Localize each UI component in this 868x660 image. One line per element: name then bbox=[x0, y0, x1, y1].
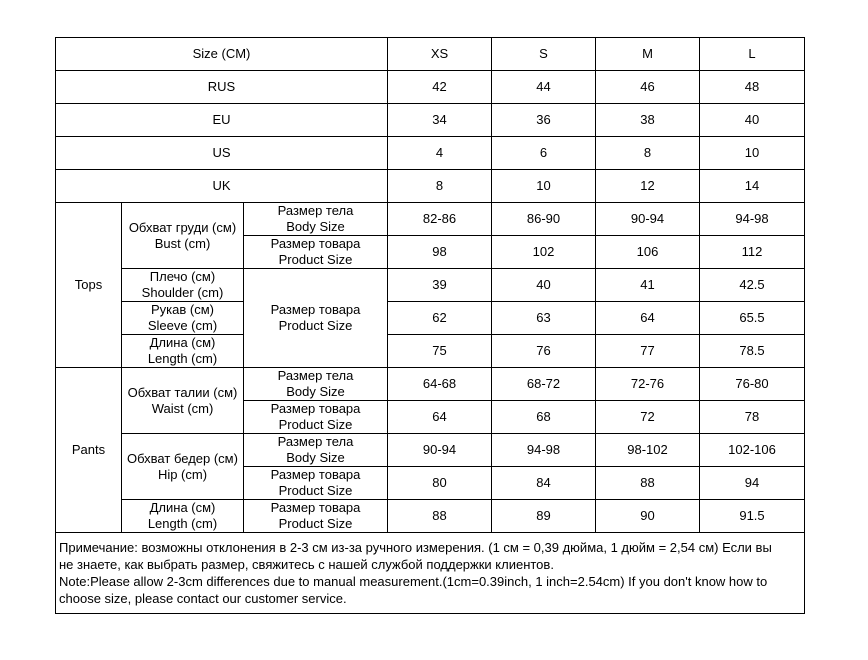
table-cell: 8 bbox=[596, 137, 700, 170]
table-cell: 90-94 bbox=[596, 203, 700, 236]
table-cell: 76-80 bbox=[700, 368, 805, 401]
pants-section-label: Pants bbox=[56, 368, 122, 533]
product-size-label-en: Product Size bbox=[278, 483, 353, 498]
sleeve-label-en: Sleeve (cm) bbox=[147, 318, 218, 333]
table-cell: 4 bbox=[388, 137, 492, 170]
table-cell: 75 bbox=[388, 335, 492, 368]
measurement-note bbox=[56, 533, 805, 614]
size-s-header: S bbox=[492, 38, 596, 71]
table-cell: 112 bbox=[700, 236, 805, 269]
product-size-label-ru: Размер товара bbox=[270, 302, 361, 317]
table-cell: 72-76 bbox=[596, 368, 700, 401]
conversion-label: EU bbox=[56, 104, 388, 137]
table-cell: 63 bbox=[492, 302, 596, 335]
bust-label-en: Bust (cm) bbox=[154, 235, 211, 251]
table-cell: 90-94 bbox=[388, 434, 492, 467]
note-en-line-1: Note:Please allow 2-3cm differences due to manual measurement.(1cm=0.39inch, 1 inch=2.54cm) If you don't know how to bbox=[59, 574, 768, 589]
table-cell: 42.5 bbox=[700, 269, 805, 302]
table-cell: 36 bbox=[492, 104, 596, 137]
tops-sleeve-row bbox=[56, 302, 805, 335]
product-size-label bbox=[244, 500, 388, 533]
header-row bbox=[56, 38, 805, 71]
conversion-row-uk bbox=[56, 170, 805, 203]
body-size-label-en: Body Size bbox=[286, 450, 345, 465]
note-ru-line-1: Примечание: возможны отклонения в 2-3 см из-за ручного измерения. (1 см = 0,39 дюйма, 1 дюйм = 2,54 см) Если вы bbox=[59, 540, 772, 555]
tops-length-label-en: Length (cm) bbox=[147, 351, 218, 366]
table-cell: 46 bbox=[596, 71, 700, 104]
table-cell: 34 bbox=[388, 104, 492, 137]
body-size-label bbox=[244, 434, 388, 467]
product-size-label-ru: Размер товара bbox=[270, 401, 361, 416]
product-size-label bbox=[244, 269, 388, 368]
conversion-row-rus bbox=[56, 71, 805, 104]
pants-length-label-ru: Длина (см) bbox=[149, 500, 216, 515]
shoulder-label bbox=[122, 269, 244, 302]
size-chart-table bbox=[55, 37, 805, 614]
tops-length-row bbox=[56, 335, 805, 368]
conversion-row-eu bbox=[56, 104, 805, 137]
tops-length-label bbox=[122, 335, 244, 368]
waist-label-ru: Обхват талии (см) bbox=[127, 384, 238, 400]
pants-waist-body-row bbox=[56, 368, 805, 401]
body-size-label-en: Body Size bbox=[286, 384, 345, 399]
table-cell: 64-68 bbox=[388, 368, 492, 401]
hip-label-ru: Обхват бедер (см) bbox=[127, 450, 238, 466]
pants-length-label-en: Length (cm) bbox=[147, 516, 218, 531]
tops-section-label: Tops bbox=[56, 203, 122, 368]
conversion-row-us bbox=[56, 137, 805, 170]
table-cell: 6 bbox=[492, 137, 596, 170]
table-cell: 98-102 bbox=[596, 434, 700, 467]
size-header-label: Size (CM) bbox=[56, 38, 388, 71]
table-cell: 86-90 bbox=[492, 203, 596, 236]
tops-shoulder-row bbox=[56, 269, 805, 302]
table-cell: 94-98 bbox=[700, 203, 805, 236]
size-l-header: L bbox=[700, 38, 805, 71]
product-size-label bbox=[244, 401, 388, 434]
table-cell: 94 bbox=[700, 467, 805, 500]
waist-label-en: Waist (cm) bbox=[151, 400, 214, 416]
product-size-label-ru: Размер товара bbox=[270, 236, 361, 251]
table-cell: 84 bbox=[492, 467, 596, 500]
product-size-label-ru: Размер товара bbox=[270, 467, 361, 482]
product-size-label bbox=[244, 236, 388, 269]
table-cell: 65.5 bbox=[700, 302, 805, 335]
table-cell: 82-86 bbox=[388, 203, 492, 236]
table-cell: 88 bbox=[596, 467, 700, 500]
table-cell: 68 bbox=[492, 401, 596, 434]
table-cell: 44 bbox=[492, 71, 596, 104]
conversion-label: RUS bbox=[56, 71, 388, 104]
table-cell: 12 bbox=[596, 170, 700, 203]
body-size-label-en: Body Size bbox=[286, 219, 345, 234]
table-cell: 62 bbox=[388, 302, 492, 335]
body-size-label bbox=[244, 368, 388, 401]
table-cell: 102 bbox=[492, 236, 596, 269]
hip-label-en: Hip (cm) bbox=[157, 466, 208, 482]
product-size-label bbox=[244, 467, 388, 500]
shoulder-label-ru: Плечо (см) bbox=[149, 269, 216, 284]
tops-bust-body-row bbox=[56, 203, 805, 236]
sleeve-label bbox=[122, 302, 244, 335]
table-cell: 10 bbox=[700, 137, 805, 170]
conversion-label: US bbox=[56, 137, 388, 170]
table-cell: 90 bbox=[596, 500, 700, 533]
product-size-label-en: Product Size bbox=[278, 252, 353, 267]
size-xs-header: XS bbox=[388, 38, 492, 71]
product-size-label-en: Product Size bbox=[278, 516, 353, 531]
tops-length-label-ru: Длина (см) bbox=[149, 335, 216, 350]
size-m-header: M bbox=[596, 38, 700, 71]
pants-length-label bbox=[122, 500, 244, 533]
table-cell: 64 bbox=[596, 302, 700, 335]
table-cell: 76 bbox=[492, 335, 596, 368]
waist-label bbox=[122, 368, 244, 434]
table-cell: 40 bbox=[492, 269, 596, 302]
table-cell: 42 bbox=[388, 71, 492, 104]
note-en-line-2: choose size, please contact our customer service. bbox=[59, 591, 347, 606]
table-cell: 91.5 bbox=[700, 500, 805, 533]
shoulder-label-en: Shoulder (cm) bbox=[141, 285, 224, 300]
table-cell: 80 bbox=[388, 467, 492, 500]
body-size-label-ru: Размер тела bbox=[277, 368, 354, 383]
table-cell: 98 bbox=[388, 236, 492, 269]
body-size-label bbox=[244, 203, 388, 236]
table-cell: 94-98 bbox=[492, 434, 596, 467]
table-cell: 14 bbox=[700, 170, 805, 203]
table-cell: 64 bbox=[388, 401, 492, 434]
hip-label bbox=[122, 434, 244, 500]
bust-label-ru: Обхват груди (см) bbox=[128, 219, 237, 235]
bust-label bbox=[122, 203, 244, 269]
product-size-label-en: Product Size bbox=[278, 318, 353, 333]
table-cell: 8 bbox=[388, 170, 492, 203]
table-cell: 10 bbox=[492, 170, 596, 203]
table-cell: 48 bbox=[700, 71, 805, 104]
note-ru-line-2: не знаете, как выбрать размер, свяжитесь с нашей службой поддержки клиентов. bbox=[59, 557, 554, 572]
table-cell: 102-106 bbox=[700, 434, 805, 467]
table-cell: 106 bbox=[596, 236, 700, 269]
body-size-label-ru: Размер тела bbox=[277, 203, 354, 218]
table-cell: 41 bbox=[596, 269, 700, 302]
body-size-label-ru: Размер тела bbox=[277, 434, 354, 449]
note-row bbox=[56, 533, 805, 614]
conversion-label: UK bbox=[56, 170, 388, 203]
product-size-label-en: Product Size bbox=[278, 417, 353, 432]
pants-length-row bbox=[56, 500, 805, 533]
table-cell: 77 bbox=[596, 335, 700, 368]
sleeve-label-ru: Рукав (см) bbox=[151, 302, 214, 317]
pants-hip-body-row bbox=[56, 434, 805, 467]
table-cell: 89 bbox=[492, 500, 596, 533]
table-cell: 78.5 bbox=[700, 335, 805, 368]
table-cell: 68-72 bbox=[492, 368, 596, 401]
table-cell: 78 bbox=[700, 401, 805, 434]
table-cell: 39 bbox=[388, 269, 492, 302]
product-size-label-ru: Размер товара bbox=[270, 500, 361, 515]
table-cell: 40 bbox=[700, 104, 805, 137]
table-cell: 88 bbox=[388, 500, 492, 533]
table-cell: 38 bbox=[596, 104, 700, 137]
table-cell: 72 bbox=[596, 401, 700, 434]
